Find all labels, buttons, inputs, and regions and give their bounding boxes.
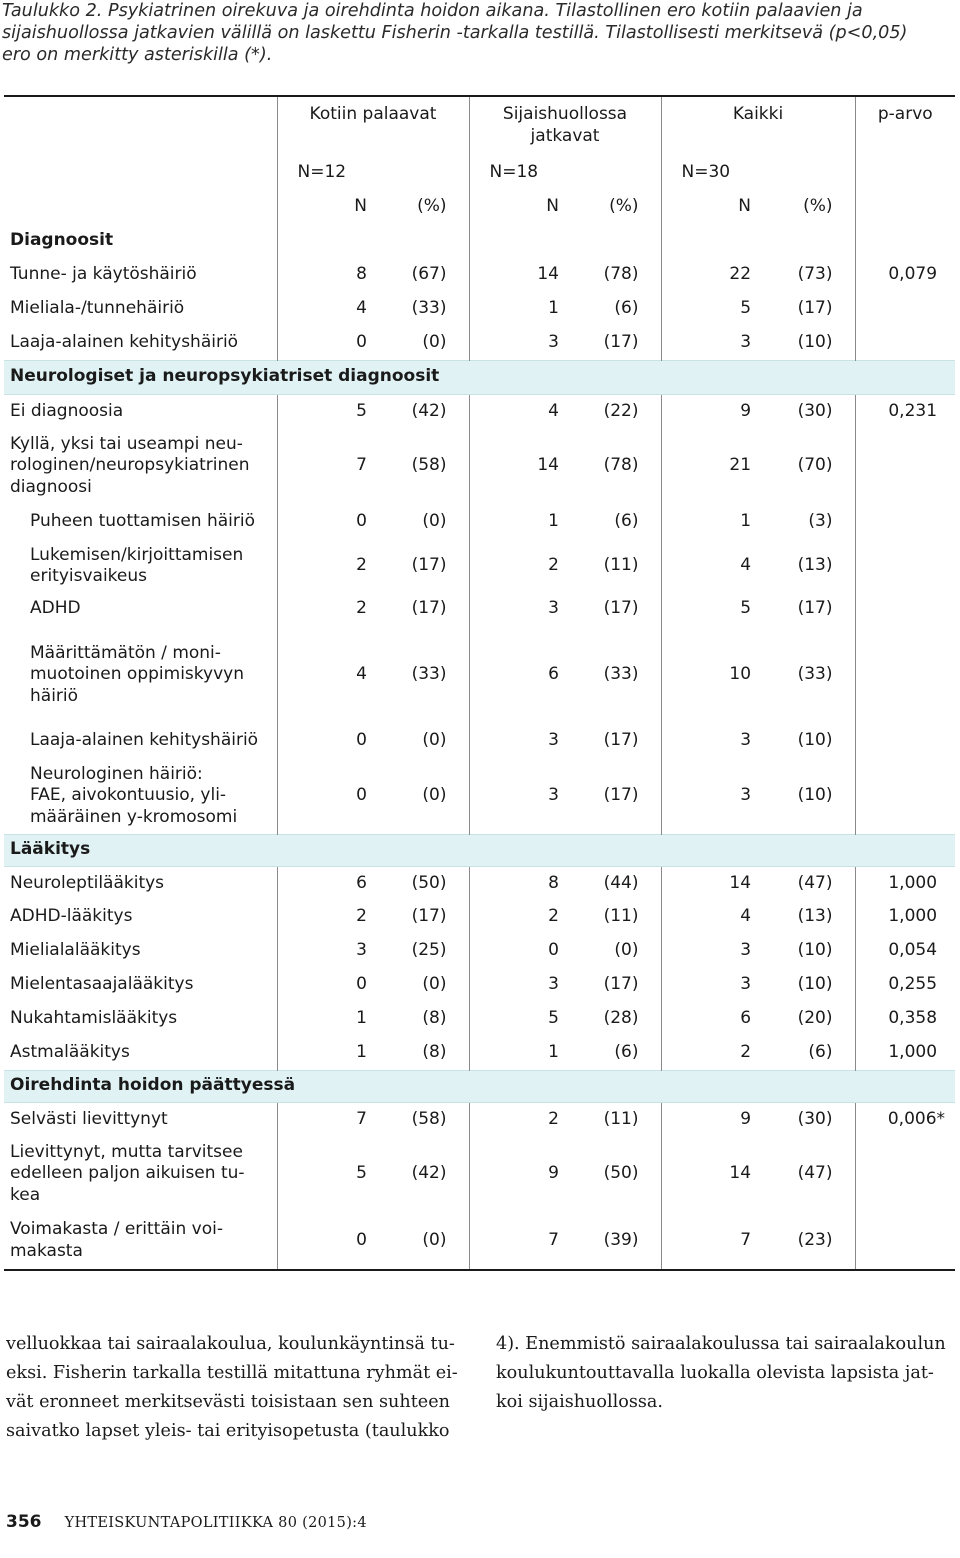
cell-n-home: 4 [277,626,373,724]
cell-n-all: 4 [661,900,757,934]
cell-pct-home: (50) [411,872,447,893]
body-text-line: eksi. Fisherin tarkalla testillä mitattuna ryhmät ei- [6,1363,458,1383]
body-text-line: saivatko lapset yleis- tai erityisopetusta (taulukko [6,1421,450,1441]
row-label-line: Määrittämätön / moni- [30,642,221,663]
cell-n-all: 1 [661,504,757,540]
cell-pct-foster: (17) [603,785,639,805]
cell-pvalue: 0,231 [855,394,955,428]
table-row [4,758,955,834]
row-label: Nukahtamislääkitys [10,1008,178,1029]
cell-pct-home: (0) [422,511,447,532]
cell-n-all: 3 [661,934,757,968]
row-label: Mieliala-/tunnehäiriö [10,298,185,319]
row-label: Puheen tuottamisen häiriö [30,511,255,532]
cell-n-all: 3 [661,968,757,1002]
count-home: N=12 [277,156,469,190]
cell-pvalue [855,540,955,592]
cell-n-foster: 9 [469,1136,565,1212]
cell-n-home: 7 [277,1102,373,1136]
table-row [4,1002,955,1036]
table-row [4,592,955,626]
subheader-row [4,190,955,224]
cell-n-all: 3 [661,326,757,360]
cell-pct-all: (20) [797,1008,833,1029]
row-label: Mielialalääkitys [10,940,141,961]
body-text-line: velluokkaa tai sairaalakoulua, koulunkäyntinsä tu- [6,1334,455,1354]
statistics-table [4,95,955,1271]
row-label-line: muotoinen oppimiskyvyn [30,664,244,685]
table-row [4,1136,955,1212]
cell-n-all: 14 [661,1136,757,1212]
cell-n-home: 0 [277,504,373,540]
cell-pvalue: 0,358 [855,1002,955,1036]
cell-n-foster: 14 [469,258,565,292]
cell-n-all: 9 [661,1102,757,1136]
cell-pct-all: (10) [797,974,833,995]
cell-pct-foster: (6) [614,1042,639,1062]
cell-n-home: 0 [277,1212,373,1270]
group-header-foster-line: jatkavat [530,125,600,146]
cell-pvalue [855,1212,955,1270]
section-heading-medication: Lääkitys [4,834,955,866]
cell-n-foster: 2 [469,1102,565,1136]
cell-n-foster: 1 [469,504,565,540]
row-label-line: erityisvaikeus [30,566,148,586]
row-label: Ei diagnoosia [10,400,124,421]
table-row [4,1102,955,1136]
cell-pct-all: (10) [797,730,833,751]
section-row [4,834,955,866]
cell-n-home: 5 [277,1136,373,1212]
cell-pct-foster: (11) [603,555,639,576]
cell-n-foster: 2 [469,540,565,592]
cell-pct-all: (73) [797,264,833,285]
cell-n-all: 5 [661,592,757,626]
row-label [4,428,277,504]
section-row [4,1070,955,1102]
cell-pct-home: (0) [422,332,447,352]
cell-n-foster: 14 [469,428,565,504]
group-header-foster [469,96,661,156]
row-label: ADHD-lääkitys [10,906,133,927]
cell-pvalue: 0,255 [855,968,955,1002]
table-row [4,292,955,326]
cell-pct-foster: (44) [603,872,639,893]
cell-pct-all: (17) [797,598,833,619]
section-heading-symptoms: Oirehdinta hoidon päättyessä [4,1070,955,1102]
row-label [4,1212,277,1270]
group-header-foster-line: Sijaishuollossa [502,104,628,124]
table-row [4,394,955,428]
row-label-line: Neurologinen häiriö: [30,763,203,784]
row-label-line: edelleen paljon aikuisen tu- [10,1163,245,1184]
caption-line: Taulukko 2. Psykiatrinen oirekuva ja oirehdinta hoidon aikana. Tilastollinen ero kotiin palaavien ja [2,1,863,21]
cell-pct-all: (33) [797,664,833,685]
cell-n-all: 14 [661,866,757,900]
table-caption [2,0,956,66]
subheader-n: N [277,190,373,224]
cell-n-all: 7 [661,1212,757,1270]
caption-line: sijaishuollossa jatkavien välillä on laskettu Fisherin -tarkalla testillä. Tilastollisesti merkitsevä (p<0,05) [2,23,908,43]
cell-n-foster: 8 [469,866,565,900]
row-label [4,1136,277,1212]
table-row [4,866,955,900]
cell-pct-foster: (0) [614,940,639,961]
body-text-left-column [6,1330,476,1446]
group-header-home: Kotiin palaavat [277,96,469,156]
cell-pct-foster: (78) [603,264,639,285]
cell-pvalue: 0,054 [855,934,955,968]
cell-n-foster: 1 [469,292,565,326]
cell-n-home: 0 [277,758,373,834]
table-row [4,1212,955,1270]
cell-pct-all: (10) [797,785,833,805]
cell-n-home: 5 [277,394,373,428]
cell-pvalue [855,758,955,834]
row-label-line: Voimakasta / erittäin voi- [10,1219,223,1239]
row-label: ADHD [30,598,81,619]
cell-pvalue [855,1136,955,1212]
table-row [4,428,955,504]
cell-n-home: 0 [277,968,373,1002]
subheader-n: N [469,190,565,224]
cell-pct-foster: (6) [614,511,639,532]
cell-pct-home: (25) [411,940,447,961]
cell-pct-home: (17) [411,598,447,619]
row-label [4,758,277,834]
row-label-line: Lievittynyt, mutta tarvitsee [10,1141,243,1162]
pvalue-header: p-arvo [855,96,955,156]
cell-n-all: 3 [661,724,757,758]
cell-pvalue [855,724,955,758]
cell-pct-foster: (17) [603,730,639,751]
cell-pvalue: 1,000 [855,866,955,900]
cell-n-all: 4 [661,540,757,592]
caption-line: ero on merkitty asteriskilla (*). [2,45,273,65]
cell-pvalue: 1,000 [855,900,955,934]
cell-pct-foster: (6) [614,298,639,319]
cell-pct-home: (8) [422,1008,447,1029]
table-row [4,1036,955,1070]
cell-n-home: 6 [277,866,373,900]
cell-pct-all: (10) [797,332,833,352]
row-label: Astmalääkitys [10,1042,130,1062]
cell-n-foster: 1 [469,1036,565,1070]
cell-pvalue [855,504,955,540]
table-row [4,968,955,1002]
body-text-line: koi sijaishuollossa. [496,1392,663,1412]
cell-pct-all: (70) [797,455,833,476]
row-label-line: määräinen y-kromosomi [30,806,238,827]
group-header-all: Kaikki [661,96,855,156]
cell-n-foster: 3 [469,724,565,758]
cell-pct-home: (33) [411,664,447,685]
cell-pct-foster: (11) [603,906,639,927]
cell-n-all: 10 [661,626,757,724]
table-row [4,540,955,592]
cell-pct-all: (6) [808,1042,833,1062]
row-label: Laaja-alainen kehityshäiriö [10,332,239,352]
row-label [4,626,277,724]
table-row [4,258,955,292]
cell-n-home: 7 [277,428,373,504]
cell-pct-home: (17) [411,906,447,927]
cell-pct-home: (0) [422,785,447,805]
cell-n-home: 1 [277,1002,373,1036]
cell-n-foster: 5 [469,1002,565,1036]
cell-n-home: 2 [277,592,373,626]
subheader-pct: (%) [803,196,833,217]
cell-n-home: 0 [277,326,373,360]
row-label: Laaja-alainen kehityshäiriö [30,730,259,751]
cell-pct-all: (13) [797,555,833,576]
cell-pct-foster: (33) [603,664,639,685]
journal-name: YHTEISKUNTAPOLITIIKKA 80 (2015):4 [64,1515,367,1531]
cell-n-home: 3 [277,934,373,968]
cell-pvalue [855,292,955,326]
cell-pct-foster: (28) [603,1008,639,1029]
row-label-line: FAE, aivokontuusio, yli- [30,785,227,805]
cell-pct-all: (30) [797,1108,833,1129]
row-label: Selvästi lievittynyt [10,1108,168,1129]
row-label-line: rologinen/neuropsykiatrinen [10,455,250,476]
cell-pct-all: (3) [808,511,833,532]
cell-n-foster: 6 [469,626,565,724]
cell-pct-home: (8) [422,1042,447,1062]
table-row [4,504,955,540]
cell-n-foster: 3 [469,592,565,626]
cell-pct-home: (42) [411,400,447,421]
cell-pct-foster: (22) [603,400,639,421]
cell-pct-foster: (17) [603,598,639,619]
cell-pvalue [855,626,955,724]
cell-n-all: 3 [661,758,757,834]
row-label: Tunne- ja käytöshäiriö [10,264,197,285]
cell-pct-home: (33) [411,298,447,319]
table-row [4,626,955,724]
cell-pct-foster: (39) [565,1212,661,1270]
cell-pct-all: (47) [797,1163,833,1184]
cell-pct-home: (58) [411,455,447,476]
cell-pvalue: 1,000 [855,1036,955,1070]
diagnoses-heading: Diagnoosit [10,230,114,251]
cell-n-foster: 7 [469,1212,565,1270]
cell-pct-home: (0) [422,730,447,751]
count-all: N=30 [661,156,855,190]
cell-pvalue [855,326,955,360]
cell-pct-all: (30) [797,400,833,421]
cell-n-home: 2 [277,540,373,592]
body-text-right-column [496,1330,956,1417]
cell-n-all: 9 [661,394,757,428]
diagnoses-heading-row [4,224,955,258]
subheader-pct: (%) [609,196,639,217]
cell-pct-home: (0) [422,974,447,995]
cell-pvalue: 0,079 [855,258,955,292]
row-label-line: makasta [10,1240,83,1261]
count-row [4,156,955,190]
cell-pvalue [855,592,955,626]
subheader-n: N [661,190,757,224]
row-label-line: Kyllä, yksi tai useampi neu- [10,433,243,454]
body-text-line: vät eronneet merkitsevästi toisistaan sen suhteen [6,1392,450,1412]
cell-n-all: 6 [661,1002,757,1036]
table-row [4,326,955,360]
subheader-pct: (%) [417,196,447,217]
cell-pct-foster: (78) [603,455,639,476]
cell-n-all: 21 [661,428,757,504]
cell-pct-foster: (11) [603,1108,639,1129]
cell-pct-all: (23) [757,1212,855,1270]
cell-pct-foster: (50) [603,1163,639,1184]
row-label: Mielentasaajalääkitys [10,974,194,995]
cell-pct-foster: (17) [603,332,639,352]
table-row [4,934,955,968]
cell-n-foster: 3 [469,326,565,360]
cell-pct-all: (47) [797,872,833,893]
body-text-line: koulukuntouttavalla luokalla olevista lapsista jat- [496,1363,934,1383]
cell-pct-all: (17) [797,298,833,319]
cell-pct-home: (67) [411,264,447,285]
row-label-line: häiriö [30,685,79,706]
page-number: 356 [6,1512,42,1532]
cell-n-home: 0 [277,724,373,758]
cell-pct-all: (13) [797,906,833,927]
cell-pvalue [855,428,955,504]
row-label-line: kea [10,1184,41,1205]
cell-pct-all: (10) [797,940,833,961]
cell-pct-home: (17) [411,555,447,576]
row-label-line: Lukemisen/kirjoittamisen [30,544,244,565]
cell-pct-home: (0) [373,1212,469,1270]
cell-n-home: 1 [277,1036,373,1070]
cell-n-all: 5 [661,292,757,326]
cell-pvalue: 0,006* [855,1102,955,1136]
cell-n-home: 4 [277,292,373,326]
cell-n-foster: 0 [469,934,565,968]
cell-pct-foster: (17) [603,974,639,995]
body-text-line: 4). Enemmistö sairaalakoulussa tai sairaalakoulun [496,1334,946,1354]
count-foster: N=18 [469,156,661,190]
cell-n-foster: 2 [469,900,565,934]
table-row [4,900,955,934]
cell-n-home: 2 [277,900,373,934]
cell-pct-home: (58) [411,1108,447,1129]
group-header-row [4,96,955,156]
cell-n-all: 2 [661,1036,757,1070]
cell-n-foster: 3 [469,758,565,834]
cell-pct-home: (42) [411,1163,447,1184]
table-row [4,724,955,758]
cell-n-home: 8 [277,258,373,292]
section-heading-neuro: Neurologiset ja neuropsykiatriset diagnoosit [4,360,955,394]
cell-n-foster: 3 [469,968,565,1002]
section-row [4,360,955,394]
cell-n-foster: 4 [469,394,565,428]
page-footer [6,1512,367,1532]
row-label: Neuroleptilääkitys [10,872,165,893]
row-label-line: diagnoosi [10,476,92,497]
row-label [4,540,277,592]
cell-n-all: 22 [661,258,757,292]
